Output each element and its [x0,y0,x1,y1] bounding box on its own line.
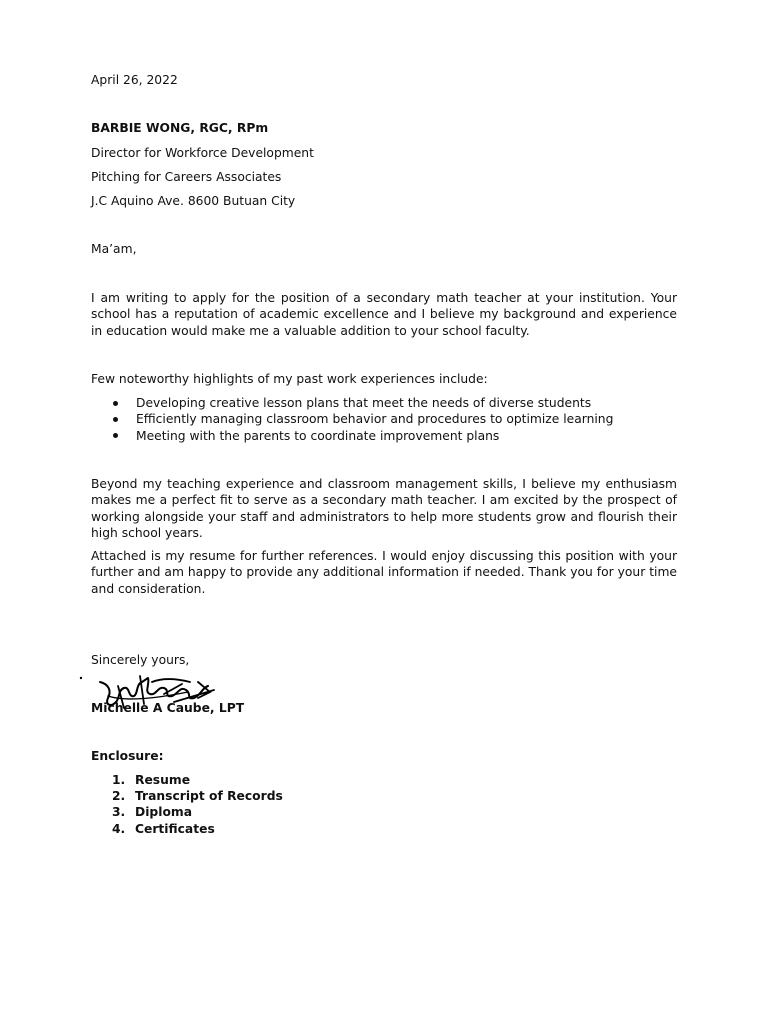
salutation: Ma’am, [91,242,137,256]
highlights-intro: Few noteworthy highlights of my past work experiences include: [91,372,488,386]
recipient-organization: Pitching for Careers Associates [91,170,282,184]
recipient-address: J.C Aquino Ave. 8600 Butuan City [91,194,296,208]
bullet-icon [113,401,118,406]
bullet-icon [113,417,118,422]
highlight-item [91,395,613,411]
enclosure-label: Certificates [135,821,215,836]
body-paragraph-2: Beyond my teaching experience and classroom management skills, I believe my enthusiasm makes me a perfect fit to serve as a secondary math teacher. I am excited by the prospect of working alongside your staff and administrators to help more students grow and flourish their high school years. [91,477,677,541]
recipient-name: BARBIE WONG, RGC, RPm [91,121,269,135]
highlight-item [91,411,613,427]
body-paragraph-3: Attached is my resume for further references. I would enjoy discussing this position with your further and am happy to provide any additional information if needed. Thank you for your time and consideration. [91,549,677,596]
enclosure-item [91,804,283,820]
enclosure-item [91,788,283,804]
sender-name: Michelle A Caube, LPT [91,701,245,715]
enclosure-label: Resume [135,773,191,787]
enclosure-number: 3. [112,805,126,820]
enclosure-list [91,772,283,837]
enclosure-item [91,772,283,788]
highlights-list [91,395,613,444]
enclosure-item [91,821,283,837]
highlight-item [91,428,613,444]
handwritten-signature [78,668,228,718]
closing: Sincerely yours, [91,653,190,667]
enclosure-number: 2. [112,789,126,804]
enclosure-heading: Enclosure: [91,749,164,763]
enclosure-label: Diploma [135,805,192,820]
enclosure-number: 1. [112,773,126,787]
recipient-title: Director for Workforce Development [91,146,314,160]
enclosure-number: 4. [112,821,126,836]
highlight-text: Developing creative lesson plans that meet the needs of diverse students [136,396,592,410]
highlight-text: Meeting with the parents to coordinate improvement plans [136,428,500,443]
intro-paragraph: I am writing to apply for the position of a secondary math teacher at your institution. Your school has a reputation of academic excellence and I believe my background and experience in education would make me a valuable addition to your school faculty. [91,291,677,338]
enclosure-label: Transcript of Records [135,789,283,804]
letter-date: April 26, 2022 [91,73,178,87]
highlight-text: Efficiently managing classroom behavior and procedures to optimize learning [136,412,614,427]
bullet-icon [113,433,118,438]
